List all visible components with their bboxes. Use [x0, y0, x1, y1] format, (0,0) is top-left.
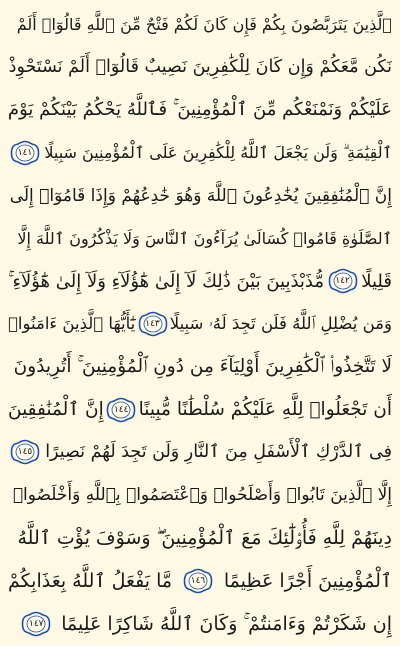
verse-line [8, 559, 392, 602]
verse-line [8, 260, 392, 303]
verse-text: عَلَيْكُمْ وَنَمْنَعْكُم مِّنَ ٱلْمُؤْمِنِينَ ۚ فَٱللَّهُ يَحْكُمُ بَيْنَكُمْ يَوْمَ [8, 99, 392, 121]
verse-lines [8, 3, 392, 645]
verse-text: مَّا يَفْعَلُ ٱللَّهُ بِعَذَابِكُمْ [8, 569, 173, 592]
ayah-number-marker [183, 568, 213, 594]
ayah-number: ١٤٦ [190, 575, 206, 586]
verse-text: ٱلصَّلَوٰةِ قَامُوا۟ كُسَالَىٰ يُرَآءُونَ ٱلنَّاسَ وَلَا يَذْكُرُونَ ٱللَّهَ إِلَّا [17, 228, 392, 248]
verse-line [8, 3, 392, 46]
verse-line [8, 174, 392, 217]
verse-text: نَكُن مَّعَكُمْ وَإِن كَانَ لِلْكَٰفِرِينَ نَصِيبٌ قَالُوٓا۟ أَلَمْ نَسْتَحْوِذْ [8, 57, 392, 78]
verse-text: وَمَن يُضْلِلِ ٱللَّهُ فَلَن تَجِدَ لَهُۥ سَبِيلًا [169, 313, 392, 333]
ayah-number-marker [328, 268, 358, 294]
verse-line [8, 431, 392, 474]
verse-text: فِى ٱلدَّرْكِ ٱلْأَسْفَلِ مِنَ ٱلنَّارِ وَلَن تَجِدَ لَهُمْ نَصِيرًا [45, 442, 392, 463]
verse-text: إِلَّا ٱلَّذِينَ تَابُوا۟ وَأَصْلَحُوا۟ وَٱعْتَصَمُوا۟ بِٱللَّهِ وَأَخْلَصُوا۟ [12, 485, 392, 506]
ayah-number: ١٤٧ [29, 618, 44, 629]
verse-text: ٱلْمُؤْمِنِينَ أَجْرًا عَظِيمًا [223, 569, 392, 592]
ayah-number: ١٤١ [17, 147, 33, 158]
ayah-number-marker [106, 397, 136, 423]
verse-line [8, 89, 392, 132]
ayah-number: ١٤٥ [17, 447, 33, 458]
verse-line [8, 217, 392, 260]
ayah-number: ١٤٣ [145, 318, 160, 329]
verse-text: إِنَّ ٱلْمُنَٰفِقِينَ يُخَٰدِعُونَ ٱللَّهَ وَهُوَ خَٰدِعُهُمْ وَإِذَا قَامُوٓا۟ إِلَى [9, 185, 392, 206]
ayah-number-marker [138, 311, 168, 337]
verse-line [8, 303, 392, 346]
verse-text: يَٰٓأَيُّهَا ٱلَّذِينَ ءَامَنُوا۟ [8, 314, 136, 334]
verse-text: إِن شَكَرْتُمْ وَءَامَنتُمْ ۚ وَكَانَ ٱللَّهُ شَاكِرًا عَلِيمًا [61, 612, 392, 635]
verse-line [8, 517, 392, 560]
verse-line [8, 46, 392, 89]
verse-text: لَا تَتَّخِذُوا۟ ٱلْكَٰفِرِينَ أَوْلِيَآءَ مِن دُونِ ٱلْمُؤْمِنِينَ ۚ أَتُرِيدُونَ [13, 356, 392, 378]
verse-line [8, 474, 392, 517]
verse-text: إِنَّ ٱلْمُنَٰفِقِينَ [8, 399, 104, 421]
verse-text: مُّذَبْذَبِينَ بَيْنَ ذَٰلِكَ لَآ إِلَىٰ هَٰٓؤُلَآءِ وَلَآ إِلَىٰ هَٰٓؤُلَآءِ ۚ [8, 270, 325, 292]
verse-line [8, 345, 392, 388]
ayah-number-marker [10, 140, 40, 166]
ayah-number-marker [10, 439, 40, 465]
verse-text: ٱلَّذِينَ يَتَرَبَّصُونَ بِكُمْ فَإِن كَانَ لَكُمْ فَتْحٌ مِّنَ ٱللَّهِ قَالُوٓا۟ أَلَمْ [16, 14, 392, 34]
verse-line [8, 131, 392, 174]
verse-line [8, 388, 392, 431]
verse-text: أَن تَجْعَلُوا۟ لِلَّهِ عَلَيْكُمْ سُلْطَٰنًا مُّبِينًا [138, 399, 392, 421]
verse-text: دِينَهُمْ لِلَّهِ فَأُو۟لَٰٓئِكَ مَعَ ٱلْمُؤْمِنِينَ ۖ وَسَوْفَ يُؤْتِ ٱللَّهُ [17, 526, 392, 549]
ayah-number-marker [21, 611, 51, 637]
ayah-number: ١٤٤ [113, 404, 129, 415]
verse-line [8, 602, 392, 645]
verse-text: ٱلْقِيَٰمَةِ ۗ وَلَن يَجْعَلَ ٱللَّهُ لِلْكَٰفِرِينَ عَلَى ٱلْمُؤْمِنِينَ سَبِيلًا [44, 142, 392, 162]
verse-text: قَلِيلًا [361, 270, 392, 292]
ayah-number: ١٤٢ [335, 276, 350, 287]
